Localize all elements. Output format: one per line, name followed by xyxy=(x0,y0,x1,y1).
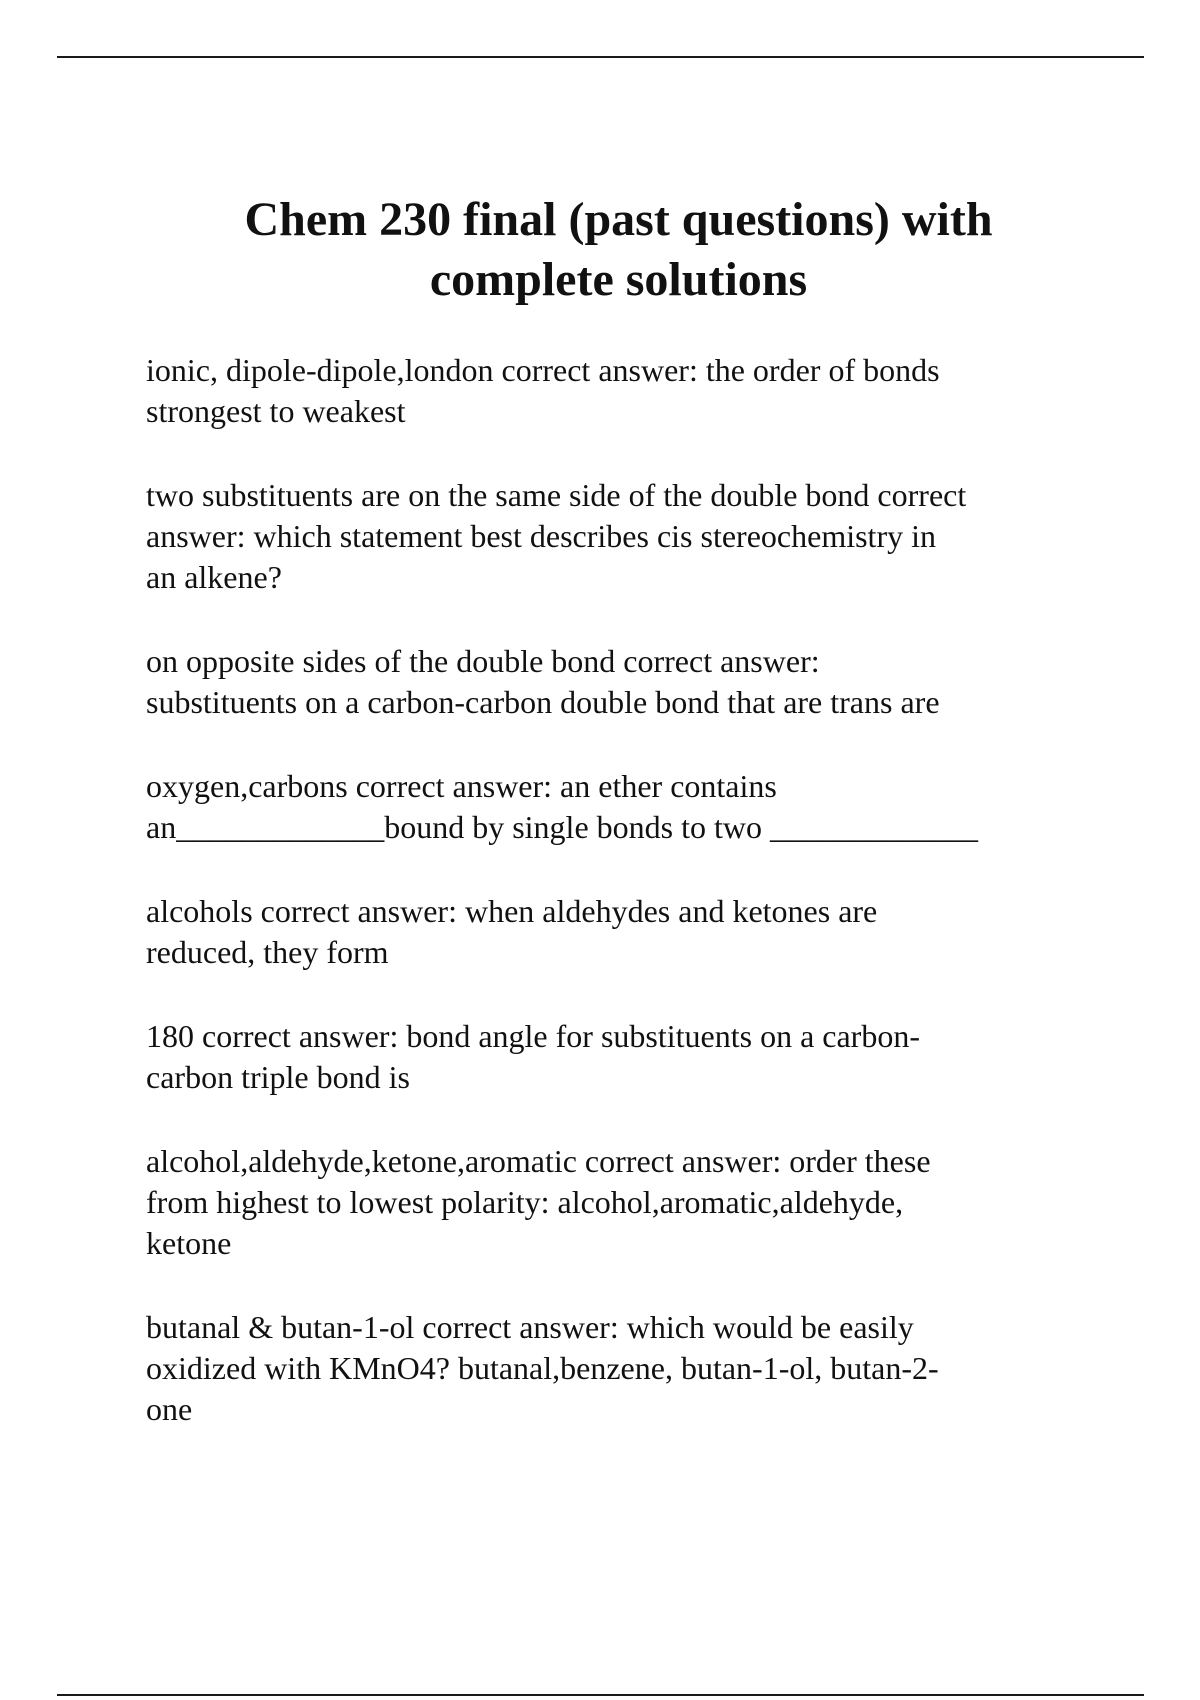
qa-line: an alkene? xyxy=(146,559,282,595)
qa-line: ionic, dipole-dipole,london correct answer: the order of bonds xyxy=(146,352,940,388)
qa-line: reduced, they form xyxy=(146,934,389,970)
qa-line: strongest to weakest xyxy=(146,393,406,429)
qa-line: ketone xyxy=(146,1225,232,1261)
qa-line: alcohols correct answer: when aldehydes and ketones are xyxy=(146,893,878,929)
qa-line: butanal & butan-1-ol correct answer: which would be easily xyxy=(146,1309,914,1345)
page-title xyxy=(100,190,1137,310)
qa-line: answer: which statement best describes cis stereochemistry in xyxy=(146,518,936,554)
qa-item xyxy=(146,475,1106,598)
footer-divider xyxy=(57,1694,1144,1696)
qa-item xyxy=(146,1141,1106,1264)
qa-line: oxidized with KMnO4? butanal,benzene, butan-1-ol, butan-2- xyxy=(146,1350,939,1386)
qa-item xyxy=(146,641,1106,723)
qa-item xyxy=(146,1016,1106,1098)
title-line: Chem 230 final (past questions) with xyxy=(244,193,993,246)
header-divider xyxy=(57,56,1144,58)
title-line: complete solutions xyxy=(429,253,808,306)
qa-line: two substituents are on the same side of the double bond correct xyxy=(146,477,967,513)
qa-line: oxygen,carbons correct answer: an ether contains xyxy=(146,768,777,804)
qa-line: one xyxy=(146,1391,193,1427)
question-answer-list xyxy=(146,350,1106,1473)
qa-line: alcohol,aldehyde,ketone,aromatic correct answer: order these xyxy=(146,1143,931,1179)
qa-item xyxy=(146,1307,1106,1430)
qa-item xyxy=(146,766,1106,848)
qa-line: substituents on a carbon-carbon double bond that are trans are xyxy=(146,684,940,720)
qa-line: on opposite sides of the double bond correct answer: xyxy=(146,643,820,679)
qa-line: from highest to lowest polarity: alcohol,aromatic,aldehyde, xyxy=(146,1184,904,1220)
qa-item xyxy=(146,350,1106,432)
qa-line: an_____________bound by single bonds to two _____________ xyxy=(146,809,978,845)
qa-item xyxy=(146,891,1106,973)
qa-line: carbon triple bond is xyxy=(146,1059,410,1095)
qa-line: 180 correct answer: bond angle for substituents on a carbon- xyxy=(146,1018,920,1054)
